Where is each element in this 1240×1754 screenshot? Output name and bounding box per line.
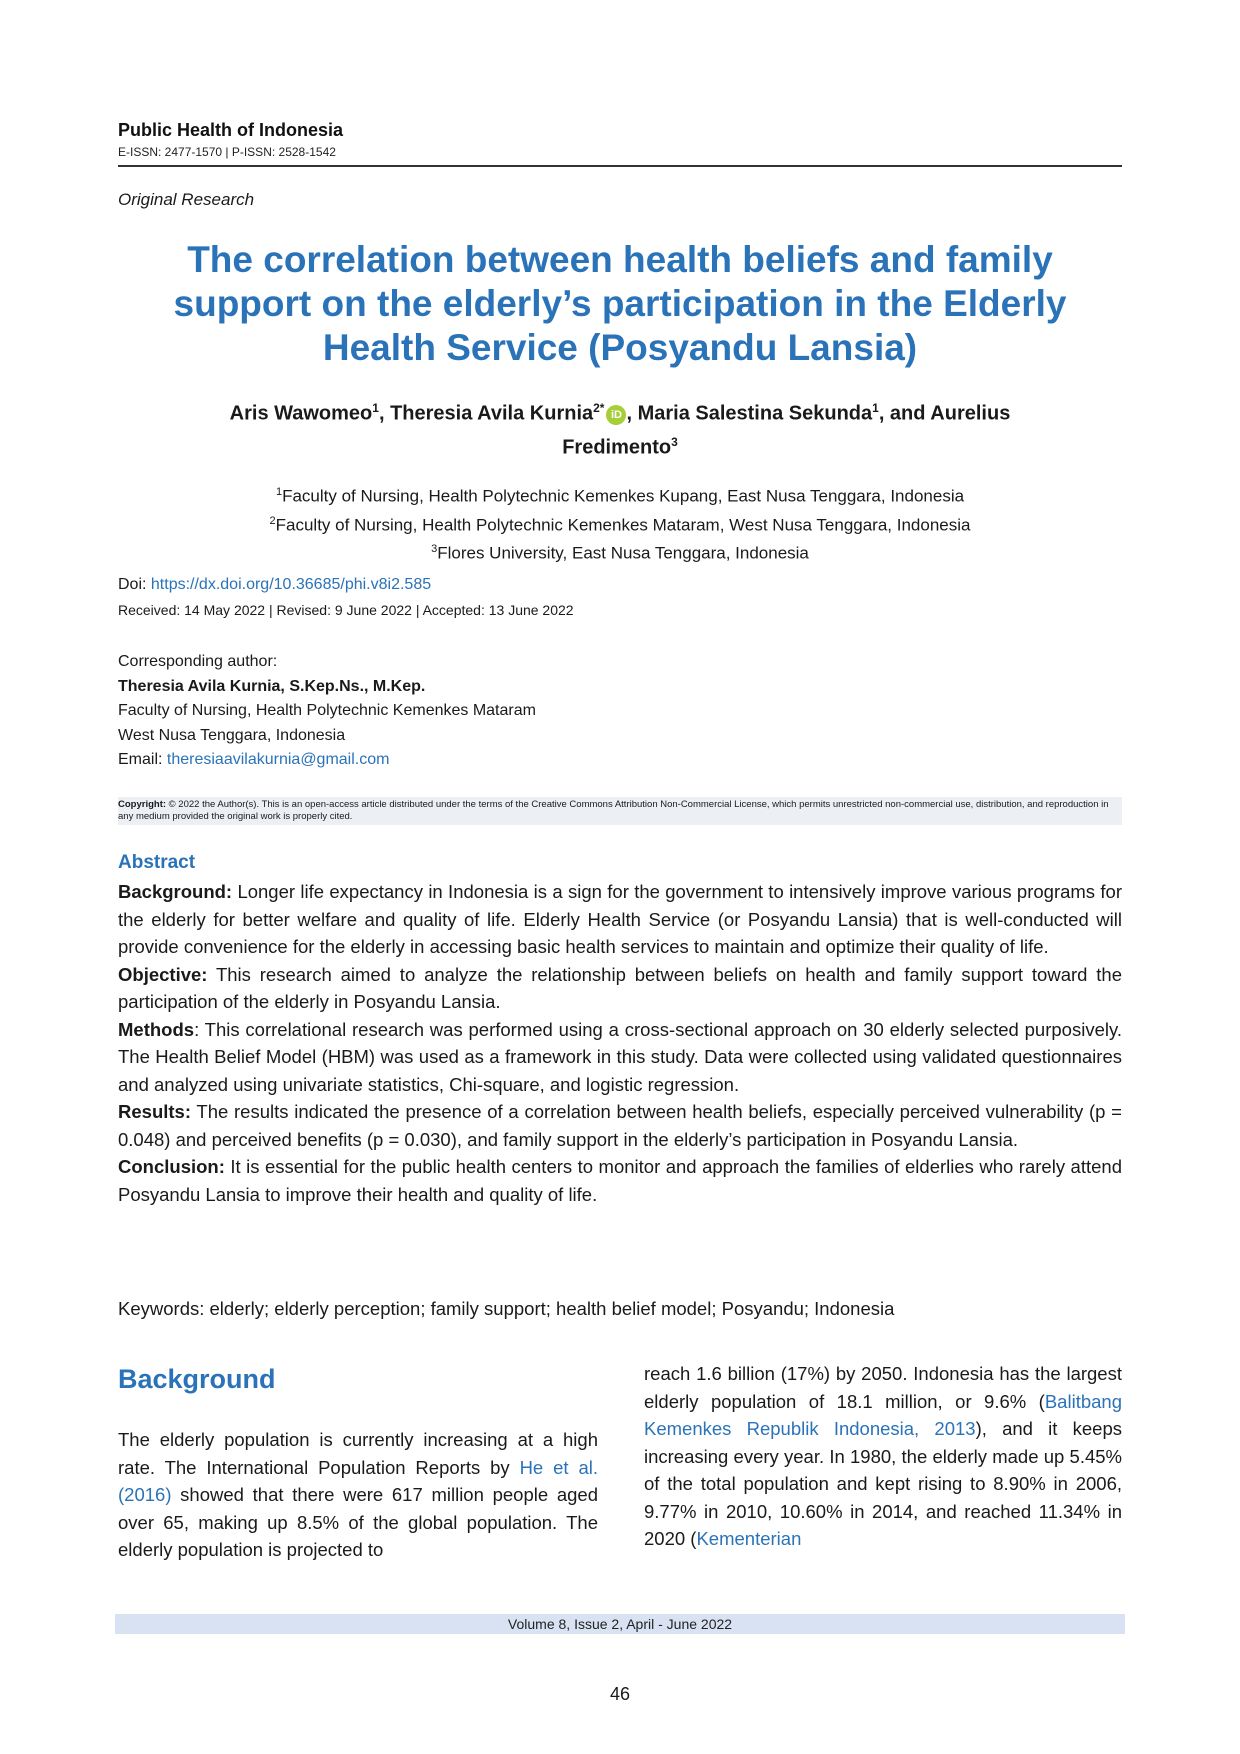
keywords: Keywords: elderly; elderly perception; family support; health belief model; Posyandu; Indonesia <box>118 1298 895 1319</box>
corresponding-author <box>118 650 536 773</box>
journal-name: Public Health of Indonesia <box>118 120 344 140</box>
copyright-text: © 2022 the Author(s). This is an open-access article distributed under the terms of the Creative Commons Attribution Non-Commercial License, which permits unrestricted non-commercial use, distribution, and reproduction in any medium provided the original work is properly cited. <box>118 799 1109 822</box>
abstract-body <box>118 878 1122 1208</box>
author-1: Aris Wawomeo <box>229 402 373 425</box>
copyright-label: Copyright: <box>118 799 167 810</box>
author-2: , Theresia Avila Kurnia <box>378 402 594 425</box>
title-line-1: The correlation between health beliefs and family <box>187 239 1053 280</box>
email-link[interactable]: theresiaavilakurnia@gmail.com <box>166 751 390 768</box>
affiliation-2: $^2$Faculty of Nursing, Health Polytechnic Kemenkes Mataram, West Nusa Tenggara, Indonesia <box>269 514 971 535</box>
header-rule <box>118 165 1122 167</box>
author-2-affil: 2* <box>593 401 605 415</box>
affiliation-1: $^1$Faculty of Nursing, Health Polytechnic Kemenkes Kupang, East Nusa Tenggara, Indonesia <box>275 486 965 506</box>
corresponding-institution: Faculty of Nursing, Health Polytechnic Kemenkes Mataram <box>118 702 536 719</box>
title-line-3: Health Service (Posyandu Lansia) <box>322 327 918 368</box>
body-column-right: reach 1.6 billion (17%) by 2050. Indonesia has the largest elderly population of 18.1 million, or 9.6% (Balitbang Kemenkes Republik Indonesia, 2013), and it keeps increasing every year. In 1980, the elderly made up 5.45% of the total population and kept rising to 8.90% in 2006, 9.77% in 2010, 10.60% in 2014, and reached 11.34% in 2020 (Kementerian <box>644 1363 1123 1549</box>
abstract-background: Background: Longer life expectancy in Indonesia is a sign for the government to intensively improve various programs for the elderly for better welfare and quality of life. Elderly Health Service (or Posyandu Lansia) that is well-conducted will provide convenience for the elderly in accessing basic health services to maintain and optimize their quality of life. <box>118 881 1122 957</box>
author-4: Fredimento <box>562 436 672 459</box>
author-4-prefix: , and Aurelius <box>878 402 1011 425</box>
author-list <box>140 394 1100 461</box>
abstract-methods: Methods: This correlational research was performed using a cross-sectional approach on 30 elderly selected purposively. The Health Belief Model (HBM) was used as a framework in this study. Data were collected using validated questionnaires and analyzed using univariate statistics, Chi-square, and logistic regression. <box>118 1018 1122 1095</box>
author-3-affil: 1 <box>872 401 879 415</box>
issn: E-ISSN: 2477-1570 | P-ISSN: 2528-1542 <box>118 145 336 159</box>
article-dates: Received: 14 May 2022 | Revised: 9 June 2022 | Accepted: 13 June 2022 <box>118 602 574 618</box>
copyright-notice <box>118 797 1122 825</box>
affiliation-3: $^3$Flores University, East Nusa Tenggara, Indonesia <box>431 543 809 563</box>
corresponding-email: Email: theresiaavilakurnia@gmail.com <box>118 751 390 768</box>
author-1-affil: 1 <box>372 401 379 415</box>
page-number: 46 <box>609 1684 631 1704</box>
orcid-icon[interactable]: iD <box>606 405 626 425</box>
corresponding-region: West Nusa Tenggara, Indonesia <box>118 726 346 744</box>
abstract-results: Results: The results indicated the presence of a correlation between health beliefs, especially perceived vulnerability (p = 0.048) and perceived benefits (p = 0.030), and family support in the elderly’s participation in Posyandu Lansia. <box>118 1101 1122 1150</box>
corresponding-name: Theresia Avila Kurnia, S.Kep.Ns., M.Kep. <box>118 677 426 695</box>
doi <box>118 576 431 594</box>
citation-he-2016[interactable]: He et al. (2016) <box>118 1456 598 1505</box>
corresponding-label: Corresponding author: <box>118 653 278 670</box>
section-heading-background: Background <box>118 1364 276 1394</box>
body-column-left: The elderly population is currently increasing at a high rate. The International Population Reports by He et al. (2016) showed that there were 617 million people aged over 65, making up 8.5% of the global population. The elderly population is projected to <box>118 1429 598 1560</box>
abstract-objective: Objective: This research aimed to analyze the relationship between beliefs on health and family support toward the participation of the elderly in Posyandu Lansia. <box>118 963 1122 1012</box>
title-line-2: support on the elderly’s participation in the Elderly <box>173 283 1067 324</box>
citation-balitbang-2013[interactable]: Balitbang Kemenkes Republik Indonesia, 2013 <box>644 1390 1122 1439</box>
article-type: Original Research <box>118 190 255 209</box>
doi-label: Doi: <box>118 576 151 593</box>
abstract-heading: Abstract <box>118 852 196 873</box>
abstract-conclusion: Conclusion: It is essential for the public health centers to monitor and approach the families of elderlies who rarely attend Posyandu Lansia to improve their health and quality of life. <box>118 1156 1122 1205</box>
footer-volume: Volume 8, Issue 2, April - June 2022 <box>115 1614 1125 1634</box>
citation-kementerian[interactable]: Kementerian <box>696 1528 802 1549</box>
affiliations <box>140 480 1100 566</box>
author-3: , Maria Salestina Sekunda <box>626 402 873 425</box>
paper-title <box>140 238 1100 370</box>
author-4-affil: 3 <box>671 434 678 449</box>
doi-link[interactable]: https://dx.doi.org/10.36685/phi.v8i2.585 <box>150 576 432 593</box>
